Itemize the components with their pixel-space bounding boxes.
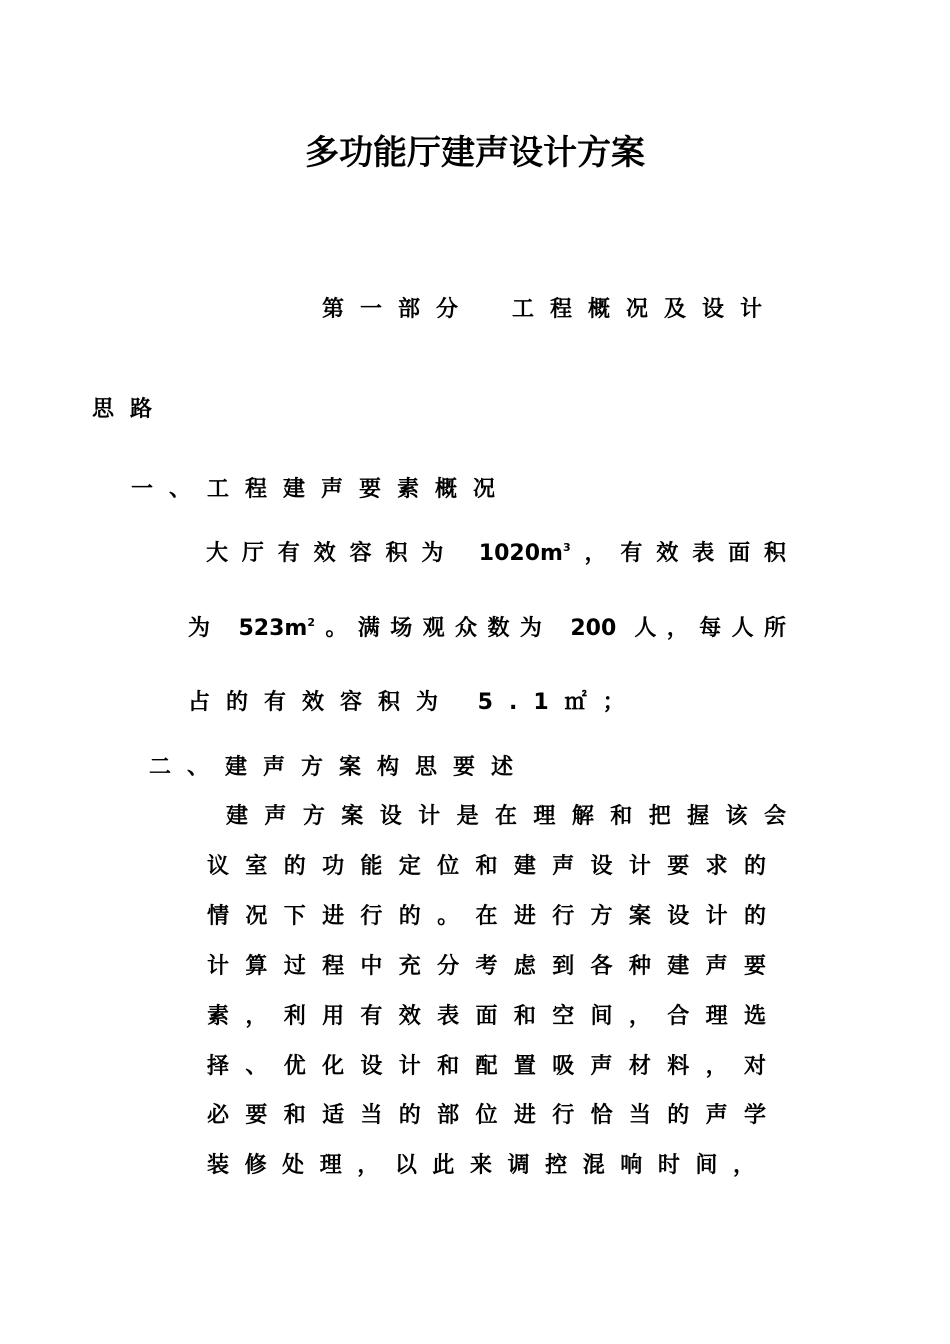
section1-line1-suffix: ，有效表面积 xyxy=(570,541,786,566)
section1-line2-prefix: 为 523m xyxy=(188,616,308,641)
section1-heading: 一、工程建声要素概况 xyxy=(131,477,512,502)
section2-paragraph-line: 计算过程中充分考虑到各种建声要 xyxy=(207,954,766,979)
section2-paragraph-line: 议室的功能定位和建声设计要求的 xyxy=(207,854,766,879)
section1-paragraph-line2 xyxy=(188,617,786,640)
section1-line2-suffix: 。满场观众数为 200 人，每人所 xyxy=(315,616,786,641)
section2-paragraph-line: 素，利用有效表面和空间，合理选 xyxy=(207,1004,766,1029)
part1-heading: 第一部分 工程概况及设计 xyxy=(322,297,779,322)
section2-paragraph-line: 择、优化设计和配置吸声材料，对 xyxy=(207,1054,766,1079)
section2-heading: 二、建声方案构思要述 xyxy=(149,755,530,780)
document-title: 多功能厅建声设计方案 xyxy=(305,133,645,173)
section1-line1-sup: 3 xyxy=(562,541,571,554)
section1-paragraph-line3: 占的有效容积为 5.1㎡； xyxy=(188,690,641,715)
part1-heading-continued: 思路 xyxy=(92,397,169,422)
section2-paragraph-line: 装修处理，以此来调控混响时间， xyxy=(207,1153,755,1178)
section1-line2-sup: 2 xyxy=(307,616,315,629)
section1-line1-prefix: 大厅有效容积为 1020m xyxy=(206,541,563,566)
section1-paragraph-line1 xyxy=(206,542,786,565)
section2-paragraph-line: 必要和适当的部位进行恰当的声学 xyxy=(207,1103,766,1128)
section2-paragraph-line: 情况下进行的。在进行方案设计的 xyxy=(207,904,766,929)
section2-paragraph-line: 建声方案设计是在理解和把握该会 xyxy=(226,804,786,829)
